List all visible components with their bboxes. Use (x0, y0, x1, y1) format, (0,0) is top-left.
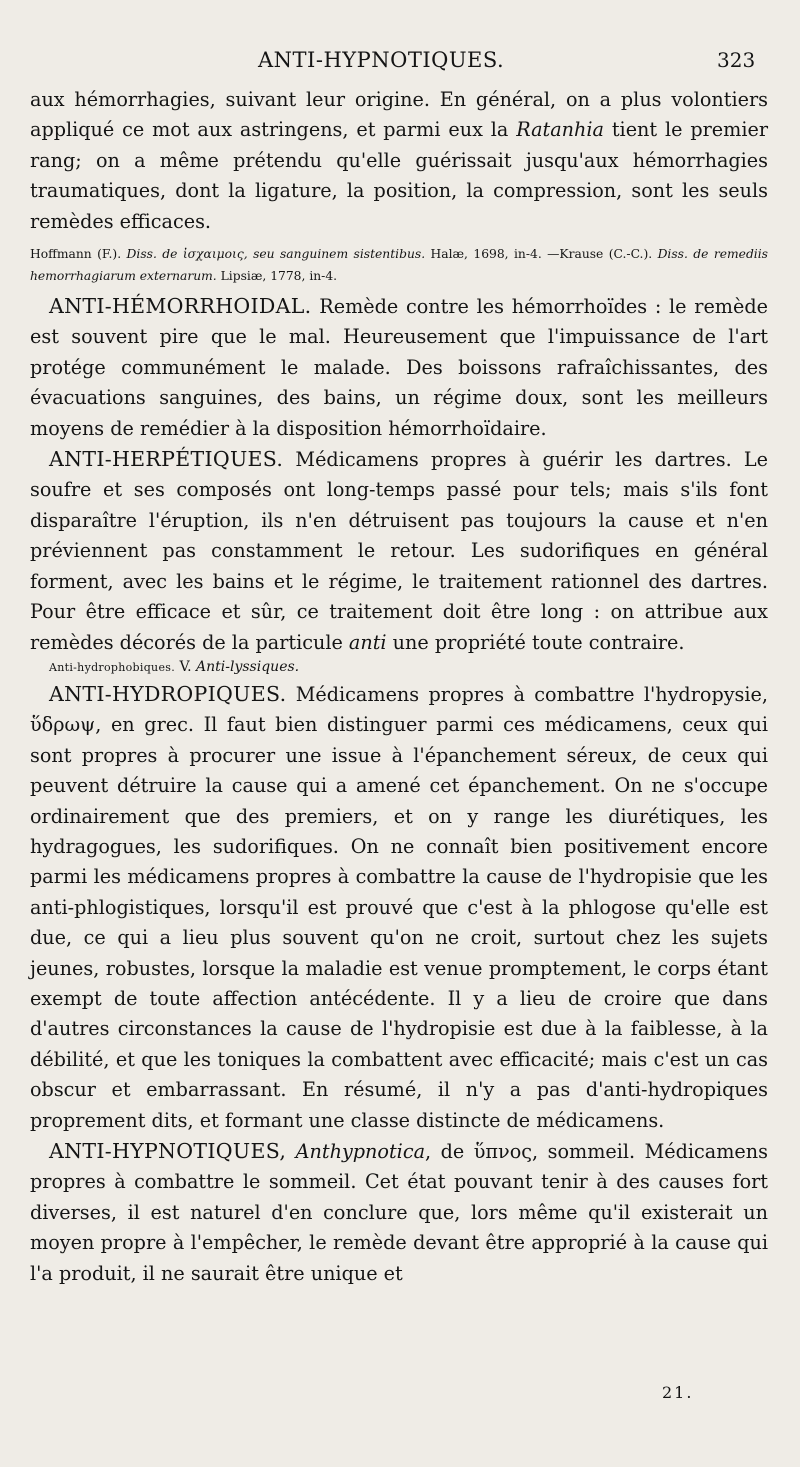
entry-anti-hypnotiques (30, 1136, 768, 1289)
paragraph-text: aux hémorrhagies, suivant leur origine. En général, on a plus volontiers appliqué ce mot aux astringens, et parmi eux la (30, 88, 768, 142)
entry-text: une propriété toute contraire. (386, 630, 685, 654)
entry-headword: ANTI-HÉMORRHOIDAL. (49, 294, 312, 319)
cross-reference (30, 656, 768, 679)
cross-ref-see: V. (175, 658, 197, 675)
entry-headword: ANTI-HERPÉTIQUES. (49, 447, 284, 472)
ref-imprint: Lipsiæ, 1778, in-4. (216, 269, 338, 284)
italic-term: Ratanhia (516, 118, 604, 142)
italic-term: anti (348, 630, 387, 654)
ref-title: Diss. de (126, 247, 183, 262)
greek-word: ὕδρωψ (30, 713, 96, 737)
entry-text: , en grec. Il faut bien distinguer parmi ces médicamens, ceux qui sont propres à procurer une issue à l'épanchement séreux, de ceux qui peuvent détruire la cause qui a amené cet épanchement. On ne s'occupe ordinairement que des premiers, et on y range les diurétiques, les hydragogues, les sudorifiques. On ne connaît bien positivement encore parmi les médicamens propres à combattre la cause de l'hydropisie que les anti-phlogistiques, lorsqu'il est prouvé que c'est à la phlogose qu'elle est due, ce qui a lieu plus souvent qu'on ne croit, surtout chez les sujets jeunes, robustes, lorsque la maladie est venue promptement, le corps étant exempt de toute affection antécédente. Il y a lieu de croire que dans d'autres circonstances la cause de l'hydropisie est due à la faiblesse, à la débilité, et que les toniques la combattent avec efficacité; mais c'est un cas obscur et embarrassant. En résumé, il n'y a pas d'anti-hydropiques proprement dits, et formant une classe distincte de médicamens. (30, 713, 768, 1132)
ref-imprint: Halæ, 1698, in-4. —Krause (C.-C.). (425, 247, 658, 262)
entry-text: Médicamens propres à guérir les dartres. Le soufre et ses composés ont long-temps passé pour tels; mais s'ils font disparaître l'éruption, ils n'en détruisent pas toujours la cause et n'en préviennent pas constamment le retour. Les sudorifiques en général forment, avec les bains et le régime, le traitement rationnel des dartres. Pour être efficace et sûr, ce traitement doit être long : on attribue aux remèdes décorés de la particule (30, 448, 768, 654)
bibliographic-references (30, 243, 768, 287)
running-head-title: ANTI-HYPNOTIQUES. (258, 48, 505, 72)
entry-text: Médicamens propres à combattre l'hydropysie, (286, 682, 768, 706)
page-number: 323 (717, 48, 756, 72)
running-head (0, 48, 800, 80)
entry-anti-hydropiques (30, 679, 768, 1136)
paragraph-hemorrhagies (30, 85, 768, 237)
entry-text: , sommeil. Médicamens propres à combattre le sommeil. Cet état pouvant tenir à des causes fort diverses, il est naturel d'en conclure que, lors même qu'il existerait un moyen propre à l'empêcher, le remède devant être approprié à la cause qui l'a produit, il ne saurait être unique et (30, 1140, 768, 1285)
signature-mark: 21. (662, 1383, 694, 1402)
entry-anti-hemorrhoidal (30, 291, 768, 444)
entry-anti-herpetiques (30, 444, 768, 658)
paragraph-text: tient le premier rang; on a même prétendu qu'elle guérissait jusqu'aux hémorrhagies traumatiques, dont la ligature, la position, la compression, sont les seuls remèdes efficaces. (30, 118, 768, 233)
greek-word: ὕπνος (473, 1140, 533, 1163)
ref-greek: ἰσχαιμοις (182, 247, 244, 262)
ref-title: Diss. de remediis hemorrhagiarum externarum. (30, 247, 768, 284)
entry-headword: ANTI-HYPNOTIQUES, (49, 1139, 287, 1163)
ref-title: , seu sanguinem sistentibus. (243, 247, 426, 262)
cross-ref-target: Anti-lyssiques. (196, 658, 300, 675)
body-text (30, 85, 768, 1289)
cross-ref-term: Anti-hydrophobiques. (49, 660, 175, 674)
entry-text: , de (425, 1140, 474, 1163)
ref-author: Hoffmann (F.). (30, 247, 127, 262)
entry-headword: ANTI-HYDROPIQUES. (49, 681, 287, 706)
italic-term: Anthypnotica (295, 1140, 426, 1163)
entry-text: Remède contre les hémorrhoïdes : le remède est souvent pire que le mal. Heureusement que l'impuissance de l'art protége communément le malade. Des boissons rafraîchissantes, des évacuations sanguines, des bains, un régime doux, sont les meilleurs moyens de remédier à la disposition hémorrhoïdaire. (30, 295, 768, 440)
